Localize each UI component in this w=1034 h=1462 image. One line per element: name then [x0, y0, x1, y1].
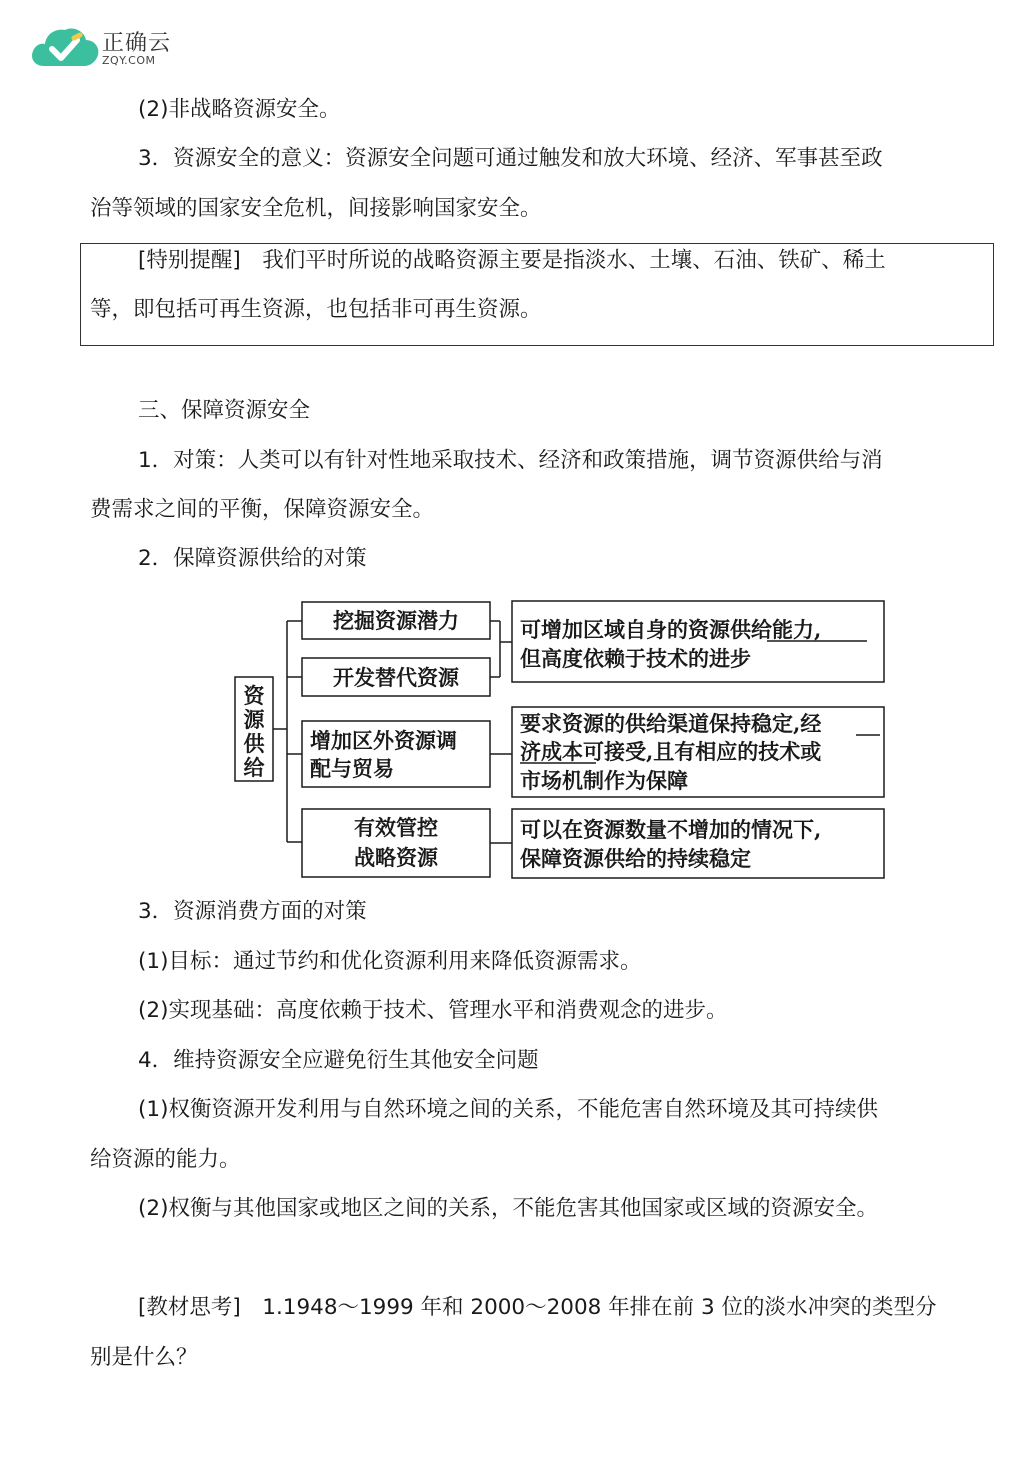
paragraph-derived-issues: 4．维持资源安全应避免衍生其他安全问题	[138, 1048, 539, 1073]
diagram-root-char-2: 源	[243, 707, 265, 732]
logo-domain: ZQY.COM	[102, 54, 156, 67]
paragraph-countermeasures-cont: 费需求之间的平衡，保障资源安全。	[90, 497, 435, 522]
logo-name: 正确云	[102, 31, 172, 56]
diagram-result-3-line-1: 可以在资源数量不增加的情况下,	[520, 817, 822, 842]
paragraph-consumption-heading: 3．资源消费方面的对策	[138, 899, 367, 924]
diagram-result-1-line-1: 可增加区域自身的资源供给能力,	[520, 617, 822, 642]
paragraph-derived-issues-2: (2)权衡与其他国家或地区之间的关系，不能危害其他国家或区域的资源安全。	[138, 1196, 878, 1221]
diagram-branch-4-line-2: 战略资源	[354, 845, 438, 870]
paragraph-significance-cont: 治等领域的国家安全危机，间接影响国家安全。	[90, 196, 542, 221]
diagram-branch-3-line-2: 配与贸易	[310, 756, 394, 781]
paragraph-consumption-goal: (1)目标：通过节约和优化资源利用来降低资源需求。	[138, 949, 642, 974]
diagram-root-char-3: 供	[243, 731, 265, 756]
diagram-branch-4-line-1: 有效管控	[354, 815, 438, 840]
diagram-result-1-line-2: 但高度依赖于技术的进步	[520, 646, 751, 671]
supply-diagram	[230, 595, 890, 885]
diagram-result-2-line-3: 市场机制作为保障	[520, 768, 688, 793]
paragraph-derived-issues-1: (1)权衡资源开发利用与自然环境之间的关系，不能危害自然环境及其可持续供	[138, 1097, 878, 1122]
diagram-root-char-1: 资	[243, 683, 265, 708]
diagram-result-2-line-2: 济成本可接受,且有相应的技术或	[520, 739, 822, 764]
diagram-branch-1: 挖掘资源潜力	[333, 608, 459, 633]
paragraph-nonstrategic: (2)非战略资源安全。	[138, 97, 341, 122]
textbook-question-cont: 别是什么？	[90, 1345, 198, 1370]
paragraph-supply-heading: 2．保障资源供给的对策	[138, 546, 367, 571]
diagram-result-3-line-2: 保障资源供给的持续稳定	[520, 846, 751, 871]
diagram-branch-2: 开发替代资源	[333, 665, 459, 690]
paragraph-derived-issues-1-cont: 给资源的能力。	[90, 1147, 241, 1172]
textbook-question: [教材思考] 1.1948～1999 年和 2000～2008 年排在前 3 位的淡水冲突的类型分	[138, 1295, 937, 1320]
diagram-result-2-line-1: 要求资源的供给渠道保持稳定,经	[520, 711, 822, 736]
paragraph-consumption-basis: (2)实现基础：高度依赖于技术、管理水平和消费观念的进步。	[138, 998, 728, 1023]
reminder-line-2: 等，即包括可再生资源，也包括非可再生资源。	[90, 297, 542, 322]
logo	[30, 22, 180, 74]
cloud-check-icon	[30, 22, 100, 70]
diagram-root-char-4: 给	[243, 755, 265, 780]
reminder-line-1: [特别提醒] 我们平时所说的战略资源主要是指淡水、土壤、石油、铁矿、稀土	[138, 248, 886, 273]
paragraph-countermeasures: 1．对策：人类可以有针对性地采取技术、经济和政策措施，调节资源供给与消	[138, 448, 883, 473]
paragraph-significance: 3．资源安全的意义：资源安全问题可通过触发和放大环境、经济、军事甚至政	[138, 146, 883, 171]
section-heading: 三、保障资源安全	[138, 398, 311, 423]
diagram-branch-3-line-1: 增加区外资源调	[310, 728, 457, 753]
